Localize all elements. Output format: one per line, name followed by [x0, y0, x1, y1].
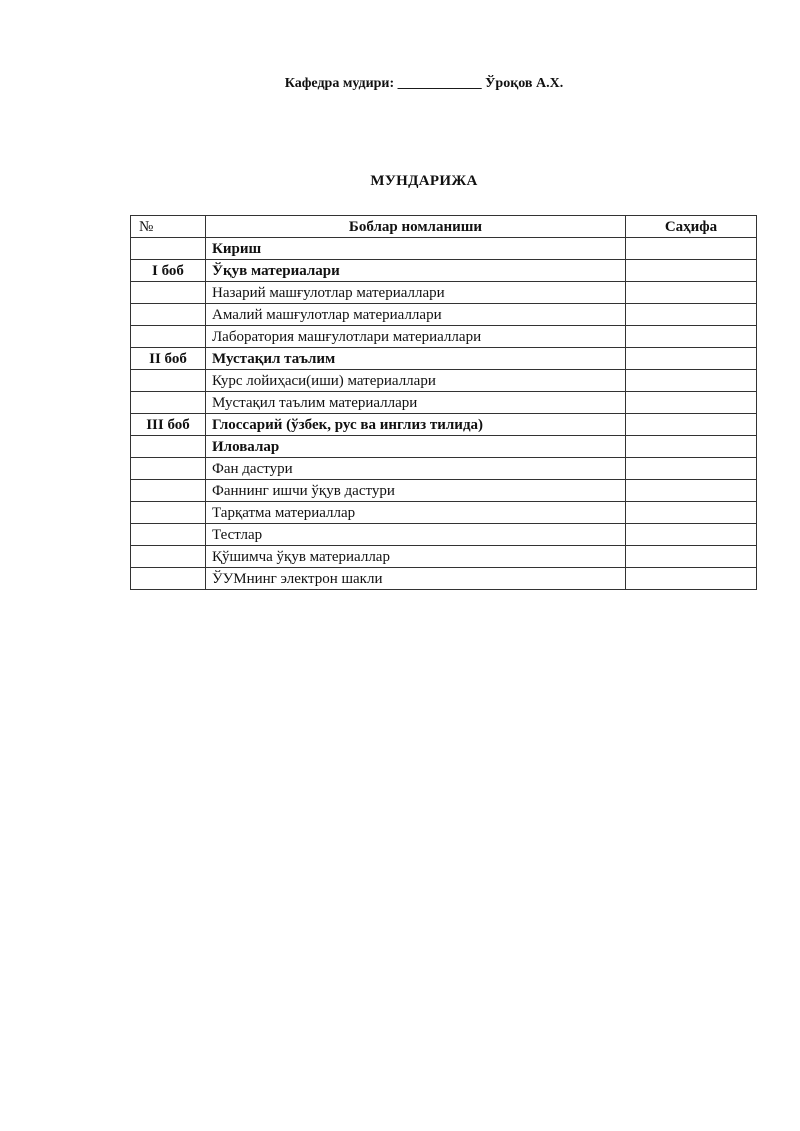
- chapter-name-cell: Мустақил таълим: [206, 348, 626, 370]
- table-row: [131, 392, 757, 414]
- table-row: [131, 502, 757, 524]
- page-number-cell: [626, 546, 757, 568]
- chapter-name-cell: Фан дастури: [206, 458, 626, 480]
- column-header-page: Саҳифа: [626, 216, 757, 238]
- table-row: [131, 304, 757, 326]
- chapter-name-cell: Тарқатма материаллар: [206, 502, 626, 524]
- table-row: [131, 458, 757, 480]
- chapter-number-cell: [131, 304, 206, 326]
- chapter-name-cell: Ўқув материалари: [206, 260, 626, 282]
- table-of-contents: [130, 215, 757, 590]
- page-number-cell: [626, 392, 757, 414]
- chapter-number-cell: [131, 392, 206, 414]
- chapter-name-cell: Назарий машғулотлар материаллари: [206, 282, 626, 304]
- chapter-number-cell: [131, 502, 206, 524]
- page-number-cell: [626, 524, 757, 546]
- chapter-name-cell: Амалий машғулотлар материаллари: [206, 304, 626, 326]
- table-row: [131, 568, 757, 590]
- page-number-cell: [626, 348, 757, 370]
- chapter-number-cell: [131, 458, 206, 480]
- chapter-number-cell: [131, 370, 206, 392]
- chapter-number-cell: I боб: [131, 260, 206, 282]
- chapter-name-cell: Глоссарий (ўзбек, рус ва инглиз тилида): [206, 414, 626, 436]
- page-number-cell: [626, 260, 757, 282]
- chapter-name-cell: Тестлар: [206, 524, 626, 546]
- chapter-number-cell: [131, 568, 206, 590]
- table-row: [131, 414, 757, 436]
- page-number-cell: [626, 480, 757, 502]
- toc-header: [131, 216, 757, 238]
- page-number-cell: [626, 370, 757, 392]
- chapter-number-cell: [131, 238, 206, 260]
- page-number-cell: [626, 282, 757, 304]
- chapter-number-cell: [131, 326, 206, 348]
- table-row: [131, 238, 757, 260]
- chapter-name-cell: Фаннинг ишчи ўқув дастури: [206, 480, 626, 502]
- chapter-number-cell: II боб: [131, 348, 206, 370]
- chapter-number-cell: [131, 546, 206, 568]
- chapter-name-cell: Лаборатория машғулотлари материаллари: [206, 326, 626, 348]
- table-row: [131, 260, 757, 282]
- chapter-number-cell: III боб: [131, 414, 206, 436]
- table-row: [131, 480, 757, 502]
- chapter-name-cell: Мустақил таълим материаллари: [206, 392, 626, 414]
- chapter-number-cell: [131, 480, 206, 502]
- table-row: [131, 436, 757, 458]
- page-number-cell: [626, 458, 757, 480]
- page-number-cell: [626, 502, 757, 524]
- chapter-number-cell: [131, 282, 206, 304]
- page-number-cell: [626, 568, 757, 590]
- page-number-cell: [626, 304, 757, 326]
- chapter-number-cell: [131, 524, 206, 546]
- toc-header-row: [131, 216, 757, 238]
- toc-body: [131, 238, 757, 590]
- table-row: [131, 370, 757, 392]
- table-row: [131, 348, 757, 370]
- table-row: [131, 326, 757, 348]
- chapter-name-cell: ЎУМнинг электрон шакли: [206, 568, 626, 590]
- table-row: [131, 282, 757, 304]
- table-row: [131, 546, 757, 568]
- page-number-cell: [626, 326, 757, 348]
- chapter-number-cell: [131, 436, 206, 458]
- page-number-cell: [626, 414, 757, 436]
- column-header-chapter-name: Боблар номланиши: [206, 216, 626, 238]
- page-number-cell: [626, 436, 757, 458]
- department-head-signature-line: Кафедра мудири: ____________ Ўроқов А.Х.: [284, 76, 564, 91]
- chapter-name-cell: Иловалар: [206, 436, 626, 458]
- chapter-name-cell: Қўшимча ўқув материаллар: [206, 546, 626, 568]
- page-number-cell: [626, 238, 757, 260]
- chapter-name-cell: Кириш: [206, 238, 626, 260]
- column-header-number: №: [131, 216, 206, 238]
- table-row: [131, 524, 757, 546]
- chapter-name-cell: Курс лойиҳаси(иши) материаллари: [206, 370, 626, 392]
- document-title: МУНДАРИЖА: [370, 173, 478, 189]
